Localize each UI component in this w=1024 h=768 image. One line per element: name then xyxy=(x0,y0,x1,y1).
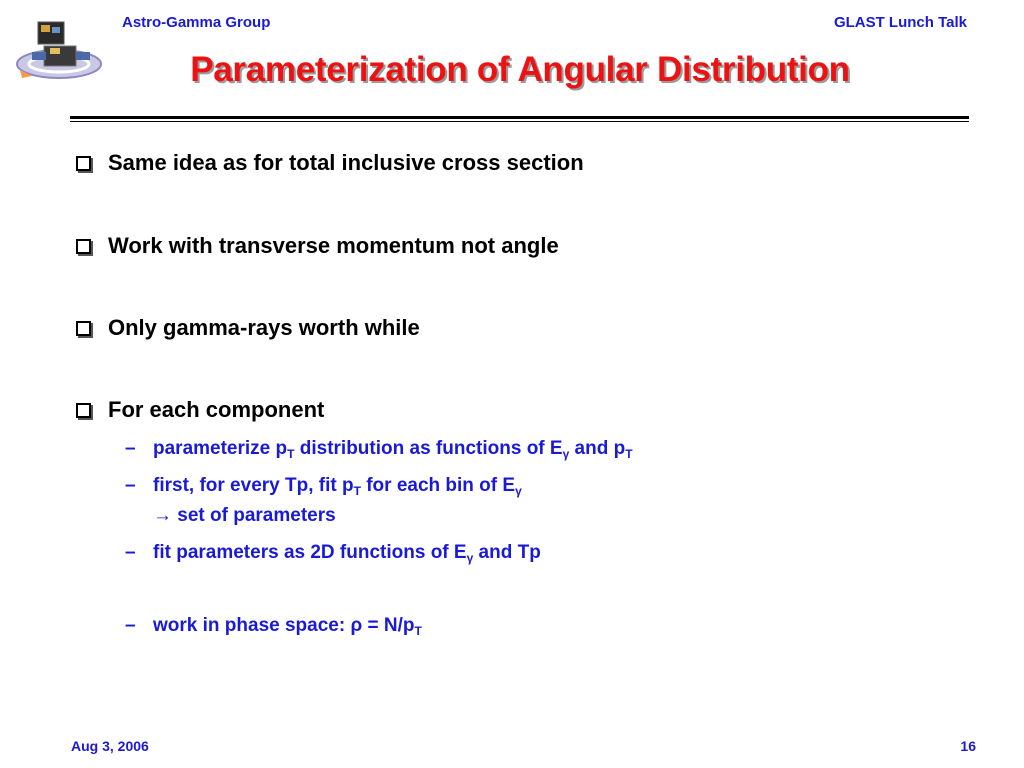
sub-dash: – xyxy=(125,475,136,496)
checkbox-bullet-icon xyxy=(76,156,91,171)
bullet-item xyxy=(76,397,324,423)
page-number: 16 xyxy=(960,738,976,754)
bullet-item xyxy=(76,315,420,341)
footer-date: Aug 3, 2006 xyxy=(71,738,149,754)
checkbox-bullet-icon xyxy=(76,403,91,418)
sub-item-text: first, for every Tp, fit $p_T$ for each bin of $E_\gamma$ xyxy=(153,475,522,498)
title-rule-thin xyxy=(70,121,969,122)
bullet-item xyxy=(76,233,559,259)
checkbox-bullet-icon xyxy=(76,321,91,336)
bullet-item xyxy=(76,150,584,176)
sub-dash: – xyxy=(125,615,136,636)
sub-item-text: fit parameters as 2D functions of $E_\gamma$ and Tp xyxy=(153,542,541,565)
sub-item-text: work in phase space: $\rho = N/p_T$ xyxy=(153,615,422,638)
bullet-text: For each component xyxy=(108,397,325,422)
bullet-text: Work with transverse momentum not angle xyxy=(108,233,559,258)
title-rule-thick xyxy=(70,116,969,119)
sub-item-text: parameterize $p_T$ distribution as functions of $E_\gamma$ and $p_T$ xyxy=(153,438,633,461)
checkbox-bullet-icon xyxy=(76,239,91,254)
sub-dash: – xyxy=(125,438,136,459)
sub-dash: – xyxy=(125,542,136,563)
bullet-text: Only gamma-rays worth while xyxy=(108,315,420,340)
bullet-text: Same idea as for total inclusive cross section xyxy=(108,150,584,175)
talk-name: GLAST Lunch Talk xyxy=(833,14,967,31)
slide-title: Parameterization of Angular Distribution xyxy=(190,50,850,89)
sub-item-text: → set of parameters xyxy=(153,505,336,526)
group-name: Astro-Gamma Group xyxy=(122,14,271,31)
